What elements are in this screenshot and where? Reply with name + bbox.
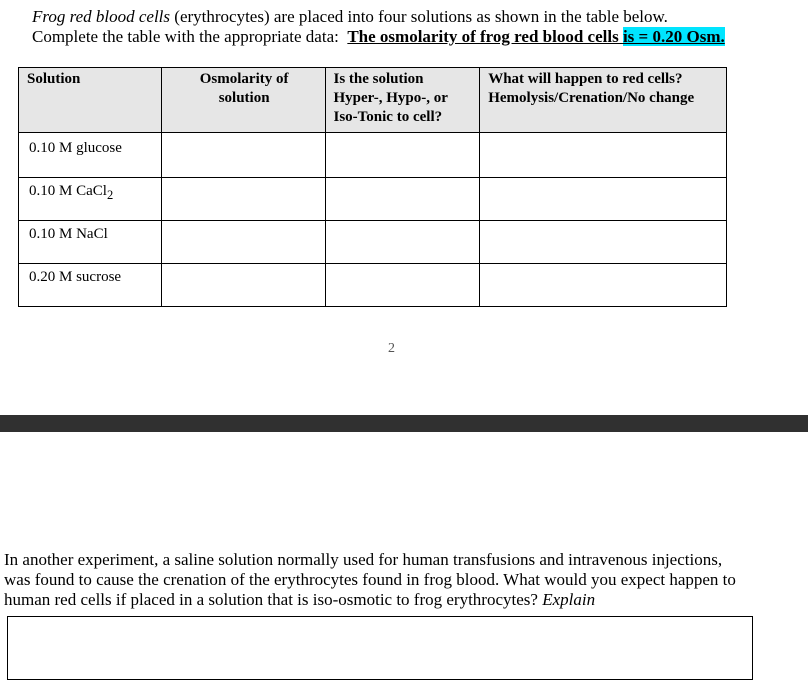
header-solution-label: Solution bbox=[27, 71, 81, 87]
cacl2-subscript: 2 bbox=[106, 188, 114, 202]
intro-text bbox=[32, 7, 725, 47]
solutions-table bbox=[18, 67, 727, 307]
intro-line-1 bbox=[32, 7, 725, 27]
header-tonicity-line3: Iso-Tonic to cell? bbox=[333, 109, 443, 125]
cacl2-label: 0.10 M CaCl bbox=[29, 183, 107, 199]
cell-osmolarity-input[interactable] bbox=[161, 264, 325, 307]
cell-tonicity-input[interactable] bbox=[325, 221, 480, 264]
header-tonicity bbox=[325, 68, 480, 133]
question-line-1: In another experiment, a saline solution normally used for human transfusions and intravenous injections, bbox=[4, 550, 723, 569]
question-line-3 bbox=[4, 590, 804, 610]
header-effect bbox=[480, 68, 727, 133]
cell-tonicity-input[interactable] bbox=[325, 264, 480, 307]
page-divider bbox=[0, 415, 808, 432]
cell-effect-input[interactable] bbox=[480, 133, 727, 178]
table-row bbox=[19, 133, 727, 178]
header-effect-line2: Hemolysis/Crenation/No change bbox=[488, 90, 695, 106]
cell-solution: 0.10 M NaCl bbox=[19, 221, 162, 264]
cell-effect-input[interactable] bbox=[480, 178, 727, 221]
cell-effect-input[interactable] bbox=[480, 221, 727, 264]
osmolarity-statement: The osmolarity of frog red blood cells bbox=[347, 27, 623, 46]
osmolarity-value-highlight: is = 0.20 Osm. bbox=[622, 27, 725, 46]
question-line-2: was found to cause the crenation of the erythrocytes found in frog blood. What would you expect happen to bbox=[4, 570, 736, 589]
table-row bbox=[19, 264, 727, 307]
cell-tonicity-input[interactable] bbox=[325, 133, 480, 178]
cell-solution bbox=[19, 178, 162, 221]
cell-solution: 0.20 M sucrose bbox=[19, 264, 162, 307]
header-tonicity-line2: Hyper-, Hypo-, or bbox=[333, 90, 448, 106]
header-tonicity-line1: Is the solution bbox=[333, 71, 424, 87]
header-osmolarity-line2: solution bbox=[218, 90, 270, 106]
header-osmolarity bbox=[161, 68, 325, 133]
page-number: 2 bbox=[388, 341, 395, 356]
answer-text-box[interactable] bbox=[7, 616, 753, 680]
intro-italic: Frog red blood cells bbox=[32, 7, 171, 26]
intro-line-2-plain: Complete the table with the appropriate data: bbox=[32, 27, 348, 46]
cell-osmolarity-input[interactable] bbox=[161, 178, 325, 221]
cell-tonicity-input[interactable] bbox=[325, 178, 480, 221]
table-row bbox=[19, 221, 727, 264]
cell-solution: 0.10 M glucose bbox=[19, 133, 162, 178]
explain-prompt: Explain bbox=[542, 590, 596, 609]
intro-line-2 bbox=[32, 27, 725, 47]
cell-effect-input[interactable] bbox=[480, 264, 727, 307]
cell-osmolarity-input[interactable] bbox=[161, 221, 325, 264]
question-line-3-plain: human red cells if placed in a solution that is iso-osmotic to frog erythrocytes? bbox=[4, 590, 543, 609]
header-osmolarity-line1: Osmolarity of bbox=[199, 71, 289, 87]
header-solution bbox=[19, 68, 162, 133]
intro-line-1-rest: (erythrocytes) are placed into four solutions as shown in the table below. bbox=[170, 7, 668, 26]
table-row bbox=[19, 178, 727, 221]
header-effect-line1: What will happen to red cells? bbox=[488, 71, 683, 87]
cell-osmolarity-input[interactable] bbox=[161, 133, 325, 178]
table-header-row bbox=[19, 68, 727, 133]
question-text bbox=[4, 550, 804, 610]
